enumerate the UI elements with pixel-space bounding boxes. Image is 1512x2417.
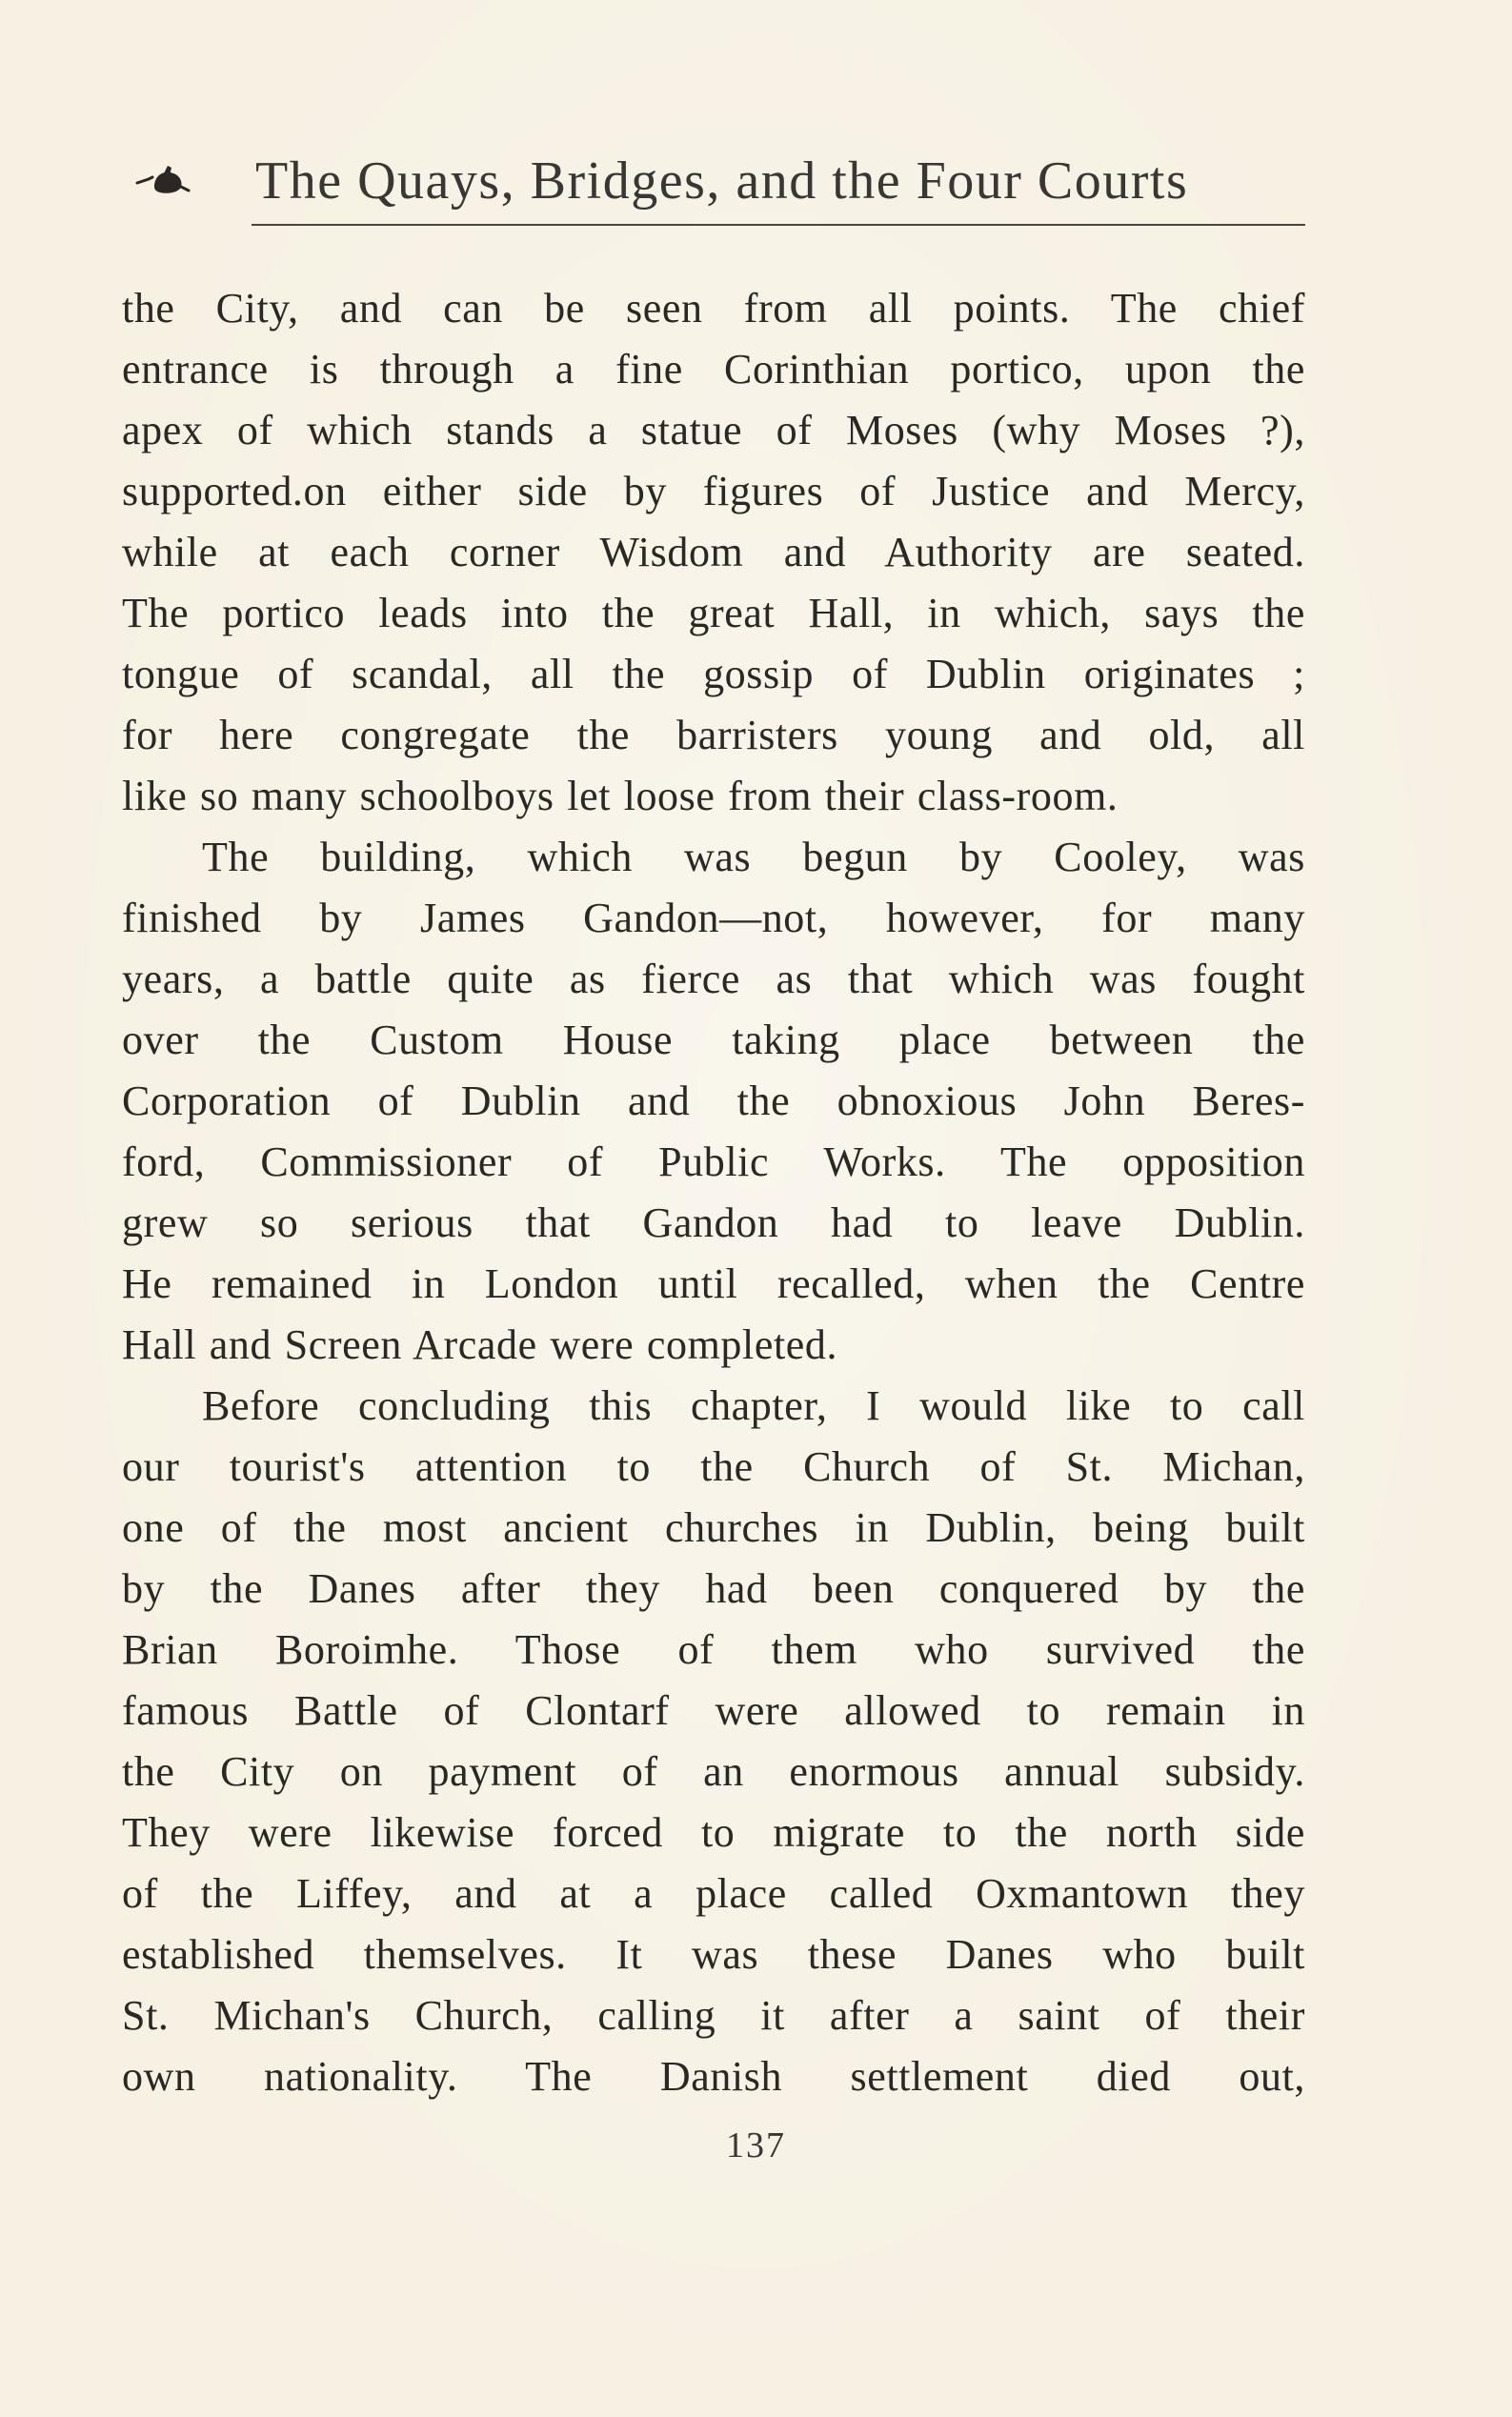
text-line: tongue of scandal, all the gossip of Dublin originates ; xyxy=(122,651,1305,697)
running-head-rule xyxy=(252,224,1305,226)
text-line: grew so serious that Gandon had to leave Dublin. xyxy=(122,1199,1305,1246)
text-line: ford, Commissioner of Public Works. The opposition xyxy=(122,1138,1305,1185)
text-line: entrance is through a fine Corinthian portico, upon the xyxy=(122,346,1305,393)
text-line: the City, and can be seen from all points. The chief xyxy=(122,285,1305,332)
text-line: the City on payment of an enormous annual subsidy. xyxy=(122,1748,1305,1795)
text-line: Brian Boroimhe. Those of them who survived the xyxy=(122,1626,1305,1673)
text-line: Hall and Screen Arcade were completed. xyxy=(122,1321,838,1368)
text-line: established themselves. It was these Danes who built xyxy=(122,1931,1305,1978)
text-line: of the Liffey, and at a place called Oxmantown they xyxy=(122,1870,1305,1917)
hand-pointer-icon xyxy=(135,162,191,200)
text-line: famous Battle of Clontarf were allowed to remain in xyxy=(122,1687,1305,1734)
text-line: our tourist's attention to the Church of St. Michan, xyxy=(122,1443,1305,1490)
running-head xyxy=(135,143,1307,229)
running-head-title: The Quays, Bridges, and the Four Courts xyxy=(255,151,1189,211)
text-line: own nationality. The Danish settlement died out, xyxy=(122,2053,1305,2100)
text-line: like so many schoolboys let loose from their class-room. xyxy=(122,773,1119,819)
text-line: by the Danes after they had been conquered by the xyxy=(122,1565,1305,1612)
text-line: The building, which was begun by Cooley, was xyxy=(202,834,1305,880)
text-line: years, a battle quite as fierce as that which was fought xyxy=(122,956,1305,1002)
text-line: St. Michan's Church, calling it after a saint of their xyxy=(122,1992,1305,2039)
text-line: over the Custom House taking place between the xyxy=(122,1017,1305,1063)
text-line: while at each corner Wisdom and Authority are seated. xyxy=(122,529,1305,575)
text-line: They were likewise forced to migrate to the north side xyxy=(122,1809,1305,1856)
text-line: for here congregate the barristers young and old, all xyxy=(122,712,1305,758)
text-line: Before concluding this chapter, I would like to call xyxy=(202,1382,1305,1429)
text-line: Corporation of Dublin and the obnoxious John Beres- xyxy=(122,1078,1305,1124)
text-line: supported.on either side by figures of Justice and Mercy, xyxy=(122,468,1305,514)
text-line: one of the most ancient churches in Dublin, being built xyxy=(122,1504,1305,1551)
text-line: He remained in London until recalled, when the Centre xyxy=(122,1260,1305,1307)
text-line: apex of which stands a statue of Moses (why Moses ?), xyxy=(122,407,1305,453)
text-line: The portico leads into the great Hall, in which, says the xyxy=(122,590,1305,636)
text-line: finished by James Gandon—not, however, for many xyxy=(122,895,1305,941)
page-number: 137 xyxy=(726,2125,786,2165)
body-text xyxy=(122,278,1305,2107)
